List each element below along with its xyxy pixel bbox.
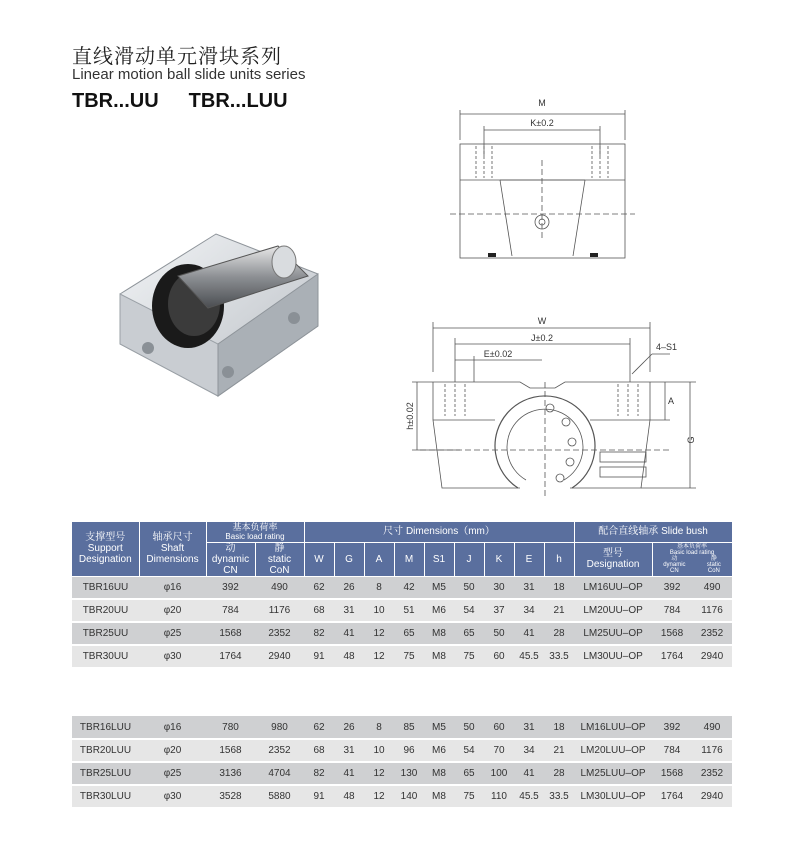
table-cell: 50 — [484, 622, 514, 645]
table-cell: 21 — [544, 739, 574, 762]
table-cell: 392 — [206, 576, 255, 599]
header-static-sym: CoN — [269, 564, 290, 576]
header-dynamic-sym: CN — [223, 564, 238, 576]
table-cell: 62 — [304, 716, 334, 739]
table-cell: 70 — [484, 739, 514, 762]
header-bush-dyn-sym: CN — [670, 568, 679, 574]
table-cell: 62 — [304, 576, 334, 599]
table-cell: 65 — [394, 622, 424, 645]
table-row — [72, 785, 732, 808]
header-bush-sta-en: static — [706, 562, 721, 568]
table-cell: 68 — [304, 599, 334, 622]
table-cell: 91 — [304, 785, 334, 808]
table-cell: 26 — [334, 716, 364, 739]
table-cell: 41 — [334, 622, 364, 645]
table-row — [72, 716, 732, 739]
top-view-drawing — [430, 90, 660, 265]
table-cell: 12 — [364, 762, 394, 785]
table-cell: 60 — [484, 716, 514, 739]
table-cell: 34 — [514, 739, 544, 762]
table-cell: 41 — [514, 762, 544, 785]
table-cell: φ25 — [139, 622, 206, 645]
header-support — [72, 522, 139, 576]
table-cell: 82 — [304, 622, 334, 645]
header-bush-sta-cn: 静 — [710, 556, 717, 562]
table-cell: 34 — [514, 599, 544, 622]
table-cell: M6 — [424, 739, 454, 762]
table-cell: 1568 — [652, 622, 692, 645]
table-cell: 130 — [394, 762, 424, 785]
table-uu-body — [72, 576, 732, 668]
header-bush-dyn-en: dynamic — [663, 562, 686, 568]
table-cell: 85 — [394, 716, 424, 739]
table-cell: LM20LUU–OP — [574, 739, 652, 762]
table-cell: φ30 — [139, 785, 206, 808]
product-photo — [108, 216, 330, 400]
table-cell: LM16UU–OP — [574, 576, 652, 599]
table-cell: TBR16LUU — [72, 716, 139, 739]
table-cell: 31 — [334, 599, 364, 622]
table-cell: LM25LUU–OP — [574, 762, 652, 785]
header-shaft-en1: Shaft — [160, 543, 185, 555]
table-cell: 30 — [484, 576, 514, 599]
table-cell: φ20 — [139, 599, 206, 622]
table-cell: 2352 — [255, 739, 304, 762]
dimension-a-label: A — [668, 396, 675, 406]
table-cell: 1176 — [692, 599, 732, 622]
table-cell: 21 — [544, 599, 574, 622]
table-cell: 45.5 — [514, 645, 544, 668]
table-cell: 60 — [484, 645, 514, 668]
table-cell: 10 — [364, 739, 394, 762]
table-cell: 490 — [255, 576, 304, 599]
table-cell: 490 — [692, 576, 732, 599]
header-support-en2: Designation — [78, 554, 132, 566]
dimension-s1-label: 4–S1 — [656, 342, 678, 352]
model-series-luu: TBR...LUU — [188, 90, 288, 112]
table-cell: 41 — [514, 622, 544, 645]
header-shaft-en2: Dimensions — [146, 554, 199, 566]
table-cell: 91 — [304, 645, 334, 668]
table-cell: 12 — [364, 622, 394, 645]
header-dimensions: 尺寸 Dimensions（mm） — [304, 522, 574, 542]
table-cell: 68 — [304, 739, 334, 762]
table-cell: 18 — [544, 716, 574, 739]
table-cell: 8 — [364, 716, 394, 739]
table-cell: 3136 — [206, 762, 255, 785]
specs-table-luu — [72, 716, 732, 809]
header-col-s1: S1 — [424, 542, 454, 576]
table-luu-body — [72, 716, 732, 808]
table-cell: 33.5 — [544, 785, 574, 808]
table-row — [72, 576, 732, 599]
header-bush-model — [574, 542, 652, 576]
header-shaft — [139, 522, 206, 576]
dimension-j-label: J±0.2 — [531, 333, 553, 343]
table-cell: TBR20LUU — [72, 739, 139, 762]
header-dynamic — [206, 542, 255, 576]
header-dynamic-en: dynamic — [211, 553, 250, 565]
table-cell: 18 — [544, 576, 574, 599]
header-col-j: J — [454, 542, 484, 576]
table-cell: 48 — [334, 645, 364, 668]
table-cell: 45.5 — [514, 785, 544, 808]
table-cell: LM25UU–OP — [574, 622, 652, 645]
table-cell: 41 — [334, 762, 364, 785]
table-cell: 490 — [692, 716, 732, 739]
table-cell: 28 — [544, 762, 574, 785]
model-series-uu: TBR...UU — [72, 90, 159, 112]
table-cell: 37 — [484, 599, 514, 622]
header-bush-model-cn: 型号 — [603, 548, 624, 559]
table-cell: 50 — [454, 576, 484, 599]
header-slide-bush: 配合直线轴承 Slide bush — [574, 522, 732, 542]
table-cell: 5880 — [255, 785, 304, 808]
header-load-rating — [206, 522, 304, 542]
table-cell: 1176 — [255, 599, 304, 622]
table-cell: LM16LUU–OP — [574, 716, 652, 739]
header-load-cn: 基本负荷率 — [232, 522, 278, 533]
table-cell: 4704 — [255, 762, 304, 785]
header-bush-load-cn: 基本负荷率 — [677, 544, 708, 550]
table-cell: TBR30UU — [72, 645, 139, 668]
table-row — [72, 739, 732, 762]
table-cell: 3528 — [206, 785, 255, 808]
table-cell: TBR25LUU — [72, 762, 139, 785]
table-cell: φ16 — [139, 576, 206, 599]
table-cell: 48 — [334, 785, 364, 808]
table-cell: LM30UU–OP — [574, 645, 652, 668]
dimension-h-label: h±0.02 — [405, 402, 415, 430]
table-row — [72, 645, 732, 668]
table-cell: M8 — [424, 785, 454, 808]
table-cell: 780 — [206, 716, 255, 739]
table-cell: 50 — [454, 716, 484, 739]
table-cell: 2352 — [255, 622, 304, 645]
dimension-w-label: W — [537, 316, 547, 326]
table-cell: 1764 — [206, 645, 255, 668]
header-static-en: static — [267, 553, 292, 565]
header-bush-sta-sym: CoN — [707, 568, 720, 574]
header-col-m: M — [394, 542, 424, 576]
table-cell: 2940 — [692, 645, 732, 668]
table-cell: 33.5 — [544, 645, 574, 668]
table-cell: 392 — [652, 576, 692, 599]
table-cell: 1764 — [652, 785, 692, 808]
table-cell: 10 — [364, 599, 394, 622]
table-cell: 140 — [394, 785, 424, 808]
table-cell: 75 — [394, 645, 424, 668]
table-cell: 75 — [454, 645, 484, 668]
page-title-english: Linear motion ball slide units series — [72, 66, 306, 83]
table-cell: 51 — [394, 599, 424, 622]
header-col-a: A — [364, 542, 394, 576]
table-cell: 31 — [514, 576, 544, 599]
header-static — [255, 542, 304, 576]
table-cell: LM20UU–OP — [574, 599, 652, 622]
header-static-cn: 静 — [274, 542, 285, 554]
dimension-e-label: E±0.02 — [483, 349, 513, 359]
table-cell: 12 — [364, 645, 394, 668]
table-cell: 2940 — [255, 645, 304, 668]
table-cell: M5 — [424, 716, 454, 739]
table-cell: 31 — [334, 739, 364, 762]
header-col-k: K — [484, 542, 514, 576]
table-cell: M8 — [424, 645, 454, 668]
table-cell: 82 — [304, 762, 334, 785]
header-col-h: h — [544, 542, 574, 576]
table-cell: 110 — [484, 785, 514, 808]
table-cell: 2352 — [692, 622, 732, 645]
table-cell: φ16 — [139, 716, 206, 739]
table-cell: 784 — [652, 599, 692, 622]
header-bush-model-en: Designation — [586, 559, 640, 570]
table-cell: 31 — [514, 716, 544, 739]
model-series — [72, 90, 288, 113]
table-cell: 28 — [544, 622, 574, 645]
table-cell: 1176 — [692, 739, 732, 762]
header-col-w: W — [304, 542, 334, 576]
table-cell: 100 — [484, 762, 514, 785]
dimension-k-label: K±0.2 — [530, 118, 554, 128]
specs-table-uu — [72, 522, 733, 669]
header-support-cn: 支撑型号 — [85, 532, 126, 544]
table-cell: 1568 — [652, 762, 692, 785]
header-dynamic-cn: 动 — [225, 542, 236, 554]
table-cell: M6 — [424, 599, 454, 622]
table-cell: LM30LUU–OP — [574, 785, 652, 808]
table-cell: TBR20UU — [72, 599, 139, 622]
table-cell: φ20 — [139, 739, 206, 762]
table-cell: 2940 — [692, 785, 732, 808]
table-cell: M8 — [424, 622, 454, 645]
table-cell: 42 — [394, 576, 424, 599]
table-cell: 65 — [454, 622, 484, 645]
table-cell: 392 — [652, 716, 692, 739]
table-cell: TBR16UU — [72, 576, 139, 599]
table-cell: M5 — [424, 576, 454, 599]
table-cell: 1568 — [206, 622, 255, 645]
table-row — [72, 599, 732, 622]
header-bush-load-en: Basic load rating — [669, 550, 715, 556]
table-cell: φ25 — [139, 762, 206, 785]
table-cell: 784 — [652, 739, 692, 762]
table-row — [72, 622, 732, 645]
table-cell: φ30 — [139, 645, 206, 668]
page-title-chinese: 直线滑动单元滑块系列 — [72, 44, 282, 68]
header-bush-dyn-cn: 动 — [671, 556, 678, 562]
table-cell: TBR30LUU — [72, 785, 139, 808]
table-cell: 8 — [364, 576, 394, 599]
side-view-drawing — [400, 312, 730, 502]
table-cell: 784 — [206, 599, 255, 622]
table-cell: 54 — [454, 599, 484, 622]
table-cell: 1568 — [206, 739, 255, 762]
dimension-m-label: M — [538, 98, 546, 108]
table-cell: 2352 — [692, 762, 732, 785]
header-col-e: E — [514, 542, 544, 576]
header-shaft-cn: 轴承尺寸 — [152, 532, 193, 544]
header-support-en1: Support — [87, 543, 123, 555]
table-cell: 26 — [334, 576, 364, 599]
table-cell: 1764 — [652, 645, 692, 668]
table-row — [72, 762, 732, 785]
table-cell: 75 — [454, 785, 484, 808]
table-cell: 12 — [364, 785, 394, 808]
dimension-g-label: G — [686, 436, 696, 444]
table-cell: M8 — [424, 762, 454, 785]
table-cell: 54 — [454, 739, 484, 762]
header-col-g: G — [334, 542, 364, 576]
header-bush-load — [652, 542, 732, 576]
table-cell: TBR25UU — [72, 622, 139, 645]
header-load-en: Basic load rating — [225, 532, 285, 542]
table-cell: 65 — [454, 762, 484, 785]
table-cell: 96 — [394, 739, 424, 762]
table-cell: 980 — [255, 716, 304, 739]
